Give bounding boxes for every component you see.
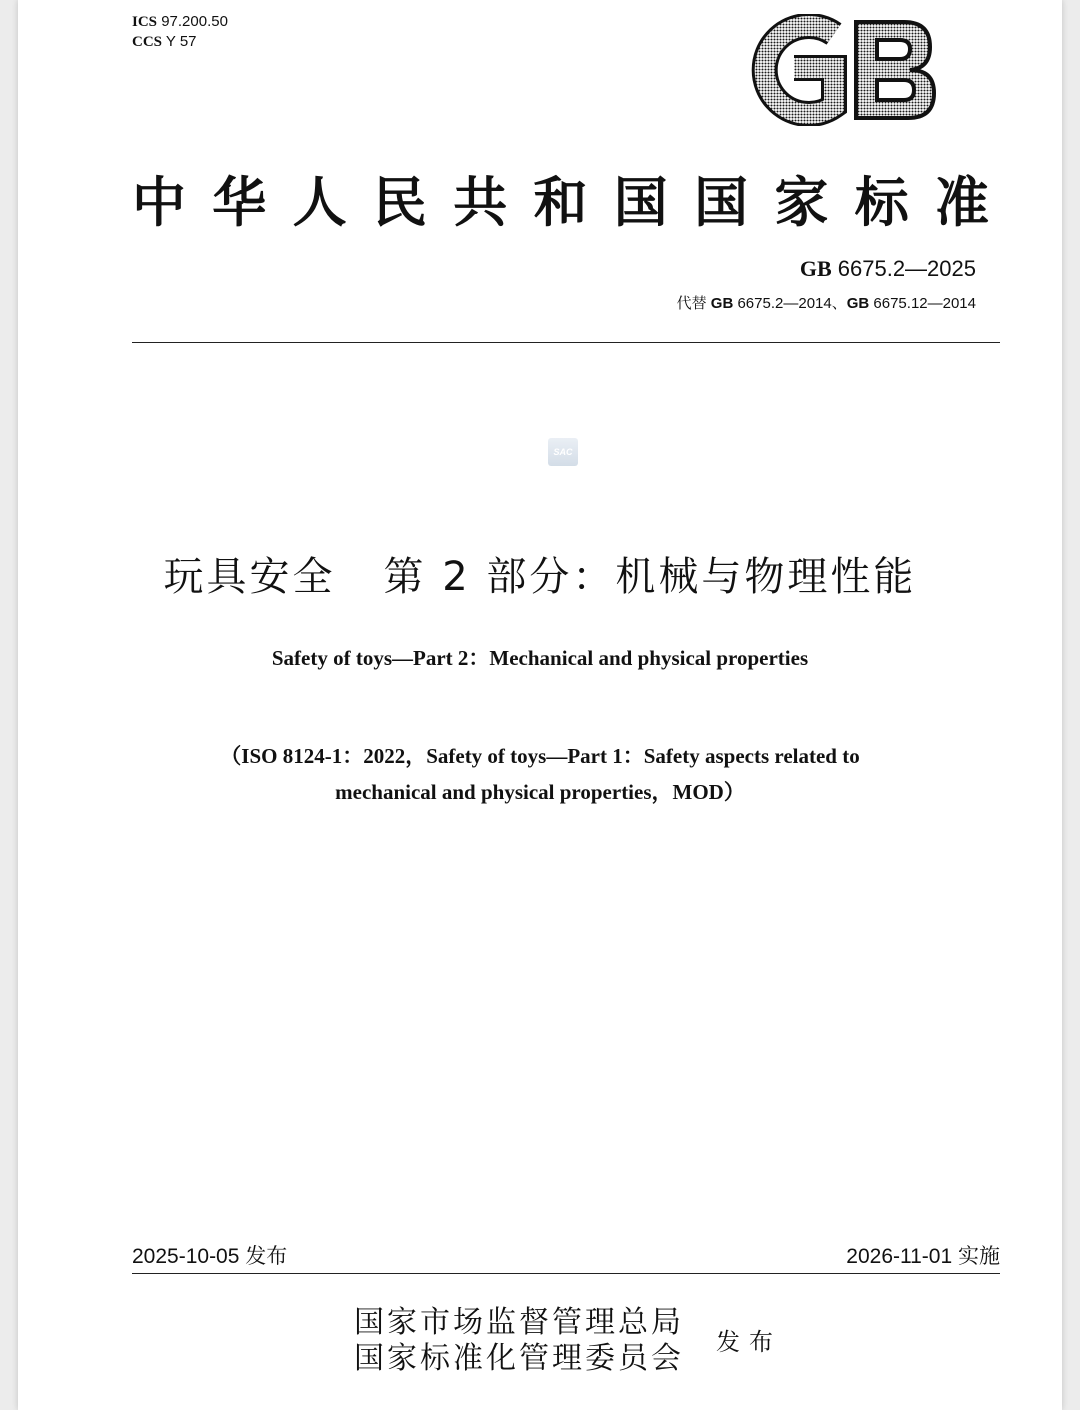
iso-reference-line-2: mechanical and physical properties，MOD） — [335, 780, 745, 804]
replaces-line — [677, 292, 976, 313]
ics-code — [132, 12, 228, 32]
gb-logo — [734, 14, 944, 126]
bottom-divider — [132, 1273, 1000, 1274]
date-row — [132, 1240, 1000, 1270]
chinese-title-main: 玩具安全 — [163, 554, 336, 600]
replaces-label: 代替 — [676, 295, 707, 312]
standard-prefix: GB — [799, 256, 832, 281]
ics-value: 97.200.50 — [161, 13, 228, 30]
classification-codes — [132, 12, 228, 52]
iso-reference-line-1: （ISO 8124-1：2022，Safety of toys—Part 1：Safety aspects related to — [220, 744, 860, 768]
top-divider — [132, 342, 1000, 343]
iso-reference — [18, 738, 1062, 810]
ccs-value: Y 57 — [165, 33, 197, 50]
standard-number — [800, 256, 976, 282]
ccs-code — [132, 32, 228, 52]
document-page — [18, 0, 1062, 1410]
replaces-prefix-2: GB — [846, 295, 870, 312]
ics-label: ICS — [132, 14, 158, 30]
issuer-sac: 国家标准化管理委员会 — [354, 1341, 684, 1376]
replaces-number-2: 6675.12—2014 — [873, 295, 976, 312]
chinese-title — [18, 545, 1062, 602]
ccs-label: CCS — [132, 34, 163, 50]
english-title: Safety of toys—Part 2：Mechanical and physical properties — [271, 646, 809, 670]
chinese-title-part: 第 2 部分：机械与物理性能 — [383, 554, 917, 600]
issue-date: 2025-10-05 发布 — [132, 1245, 288, 1268]
issuing-organizations — [354, 1305, 684, 1377]
sac-watermark: SAC — [548, 438, 578, 466]
issuer-samr: 国家市场监督管理总局 — [354, 1305, 684, 1340]
replaces-number-1: 6675.2—2014 — [737, 295, 832, 312]
replaces-prefix-1: GB — [710, 295, 734, 312]
replaces-separator: 、 — [831, 295, 847, 312]
implementation-date: 2026-11-01 实施 — [846, 1245, 1000, 1268]
publish-label: 发布 — [716, 1328, 782, 1356]
national-standard-title: 中华人民共和国国家标准 — [132, 170, 1002, 234]
standard-code: 6675.2—2025 — [837, 256, 976, 281]
